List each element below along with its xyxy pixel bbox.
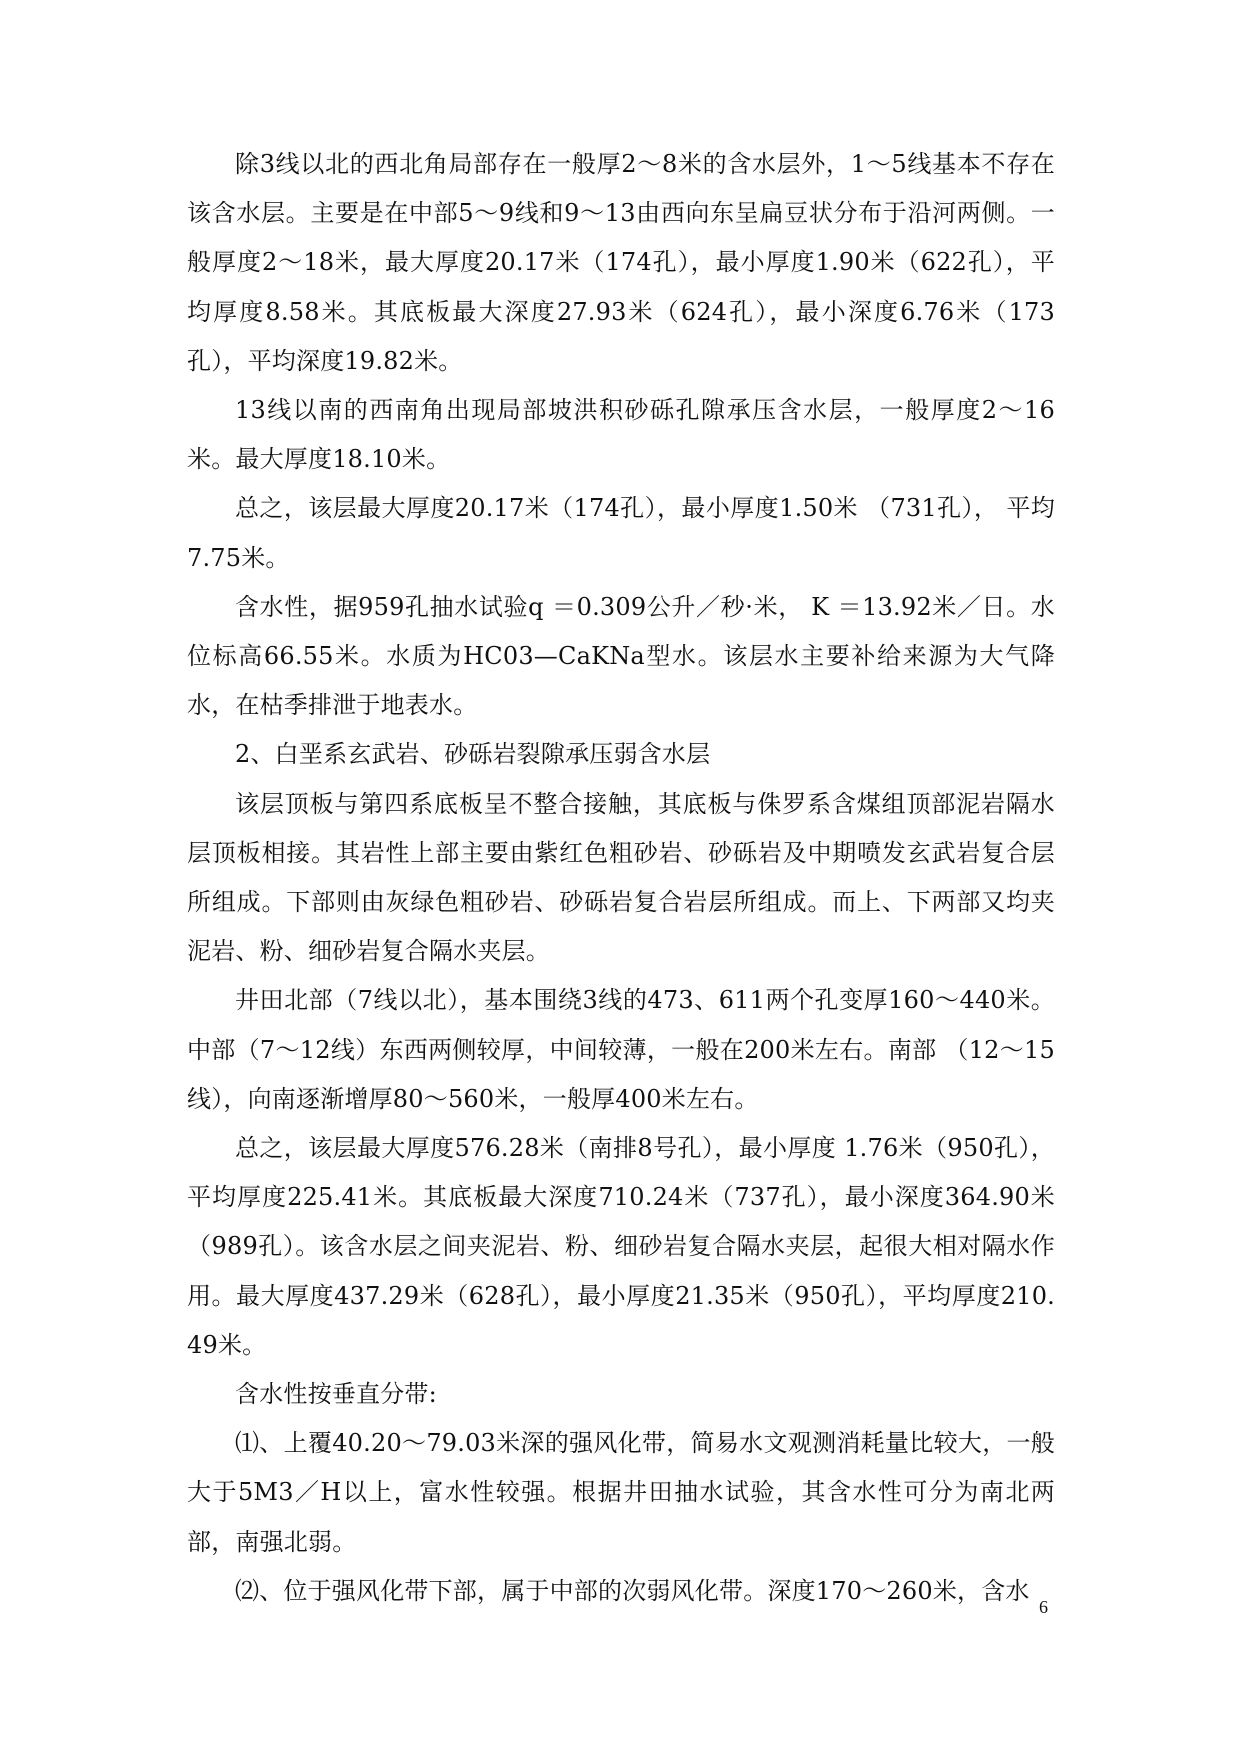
paragraph-water-yield: 含水性，据959孔抽水试验q ＝0.309公升／秒·米， K ＝13.92米／日。水位标高66.55米。水质为HC03—CaKNa型水。该层水主要补给来源为大气降水，在枯季排泄于地表水。 [187,592,1055,720]
page-body [187,140,1055,1616]
paragraph-southwest-aquifer: 13线以南的西南角出现局部坡洪积砂砾孔隙承压含水层，一般厚度2～16米。最大厚度18.10米。 [187,396,1055,474]
paragraph-vertical-zoning-intro: 含水性按垂直分带: [235,1380,437,1409]
paragraph-zone-2: ⑵、位于强风化带下部，属于中部的次弱风化带。深度170～260米，含水 [235,1576,1030,1605]
section-heading-cretaceous-aquifer: 2、白垩系玄武岩、砂砾岩裂隙承压弱含水层 [235,740,711,769]
paragraph-zone-1: ⑴、上覆40.20～79.03米深的强风化带，简易水文观测消耗量比较大，一般大于5M3／H以上，富水性较强。根据井田抽水试验，其含水性可分为南北两部，南强北弱。 [187,1429,1055,1556]
paragraph-lithology: 该层顶板与第四系底板呈不整合接触，其底板与侏罗系含煤组顶部泥岩隔水层顶板相接。其岩性上部主要由紫红色粗砂岩、砂砾岩及中期喷发玄武岩复合层所组成。下部则由灰绿色粗砂岩、砂砾岩复合岩层所组成。而上、下两部又均夹泥岩、粉、细砂岩复合隔水夹层。 [187,789,1055,966]
paragraph-thickness-summary: 总之，该层最大厚度20.17米（174孔），最小厚度1.50米 （731孔）， 平均7.75米。 [187,494,1055,572]
page-number: 6 [1039,1597,1048,1617]
paragraph-layer-summary: 总之，该层最大厚度576.28米（南排8号孔），最小厚度 1.76米（950孔），平均厚度225.41米。其底板最大深度710.24米（737孔），最小深度364.90米（989孔）。该含水层之间夹泥岩、粉、细砂岩复合隔水夹层，起很大相对隔水作用。最大厚度437.29米（628孔），最小厚度21.35米（950孔），平均厚度210.49米。 [187,1134,1055,1359]
paragraph-upper-aquifer-distribution: 除3线以北的西北角局部存在一般厚2～8米的含水层外，1～5线基本不存在该含水层。主要是在中部5～9线和9～13由西向东呈扁豆状分布于沿河两侧。一般厚度2～18米，最大厚度20.17米（174孔），最小厚度1.90米（622孔），平均厚度8.58米。其底板最大深度27.93米（624孔），最小深度6.76米（173孔），平均深度19.82米。 [187,150,1055,375]
paragraph-thickness-distribution: 井田北部（7线以北），基本围绕3线的473、611两个孔变厚160～440米。中部（7～12线）东西两侧较厚，中间较薄，一般在200米左右。南部 （12～15线），向南逐渐增厚80～560米，一般厚400米左右。 [187,986,1055,1113]
